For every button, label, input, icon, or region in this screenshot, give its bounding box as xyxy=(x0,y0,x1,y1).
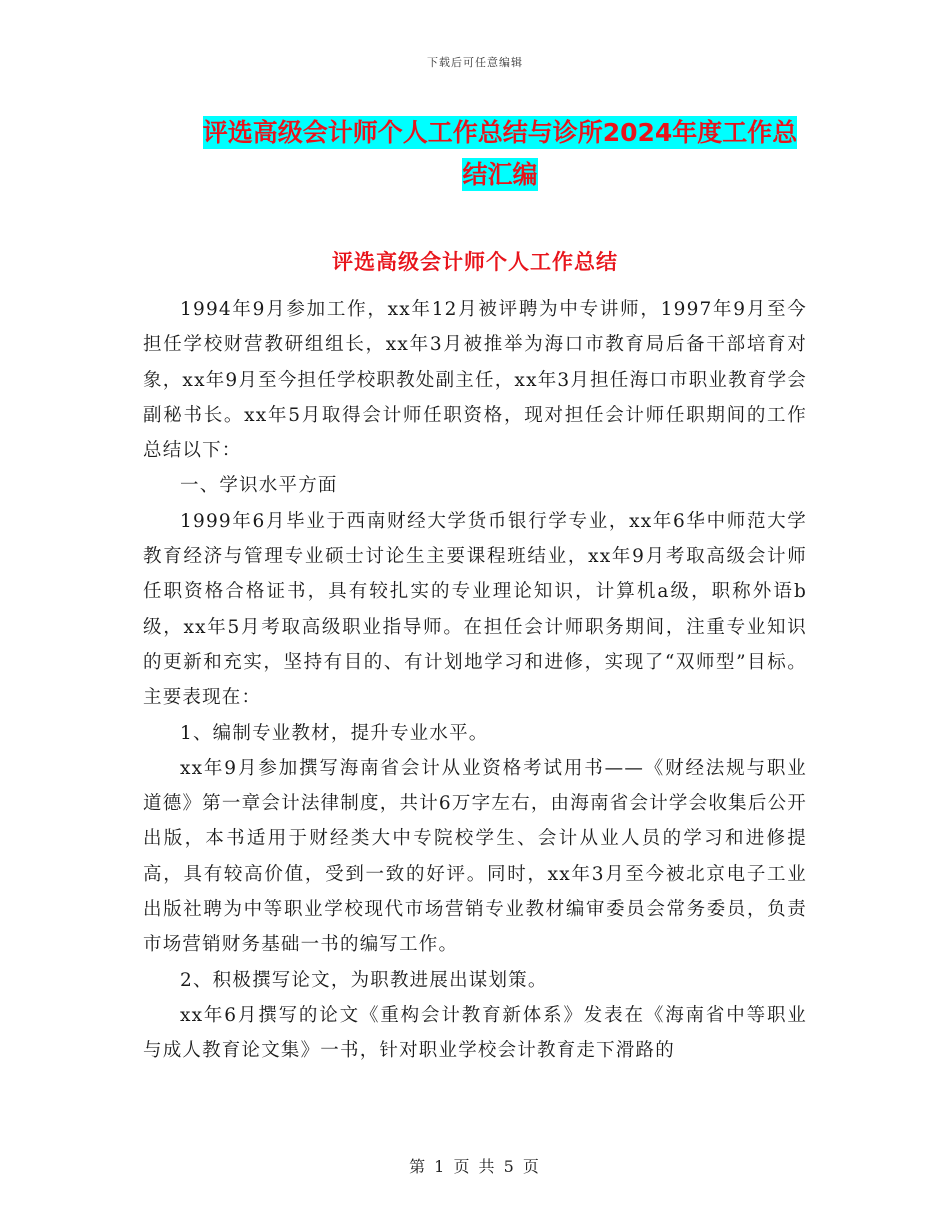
body-paragraph: 1994年9月参加工作，xx年12月被评聘为中专讲师，1997年9月至今担任学校财营教研组组长，xx年3月被推举为海口市教育局后备干部培育对象，xx年9月至今担任学校职教处副主任，xx年3月担任海口市职业教育学会副秘书长。xx年5月取得会计师任职资格，现对担任会计师任职期间的工作总结以下： xyxy=(143,299,807,462)
body-paragraph: 1999年6月毕业于西南财经大学货币银行学专业，xx年6华中师范大学教育经济与管理专业硕士讨论生主要课程班结业，xx年9月考取高级会计师任职资格合格证书，具有较扎实的专业理论知识，计算机a级，职称外语b级，xx年5月考取高级职业指导师。在担任会计师职务期间，注重专业知识的更新和充实，坚持有目的、有计划地学习和进修，实现了“双师型”目标。主要表现在： xyxy=(143,510,807,709)
body-subheading: 1、编制专业教材，提升专业水平。 xyxy=(180,722,489,744)
page-header-note: 下载后可任意编辑 xyxy=(427,56,523,69)
document-body xyxy=(143,292,807,1069)
section-title: 评选高级会计师个人工作总结 xyxy=(332,250,618,274)
page-number-footer: 第 1 页 共 5 页 xyxy=(409,1157,541,1176)
document-title xyxy=(186,112,814,196)
document-title-line-2: 结汇编 xyxy=(462,160,538,189)
body-heading-knowledge: 一、学识水平方面 xyxy=(180,475,338,497)
document-title-line-1: 评选高级会计师个人工作总结与诊所2024年度工作总 xyxy=(202,118,798,147)
body-subheading: 2、积极撰写论文，为职教进展出谋划策。 xyxy=(180,969,548,991)
body-paragraph: xx年6月撰写的论文《重构会计教育新体系》发表在《海南省中等职业与成人教育论文集》一书，针对职业学校会计教育走下滑路的 xyxy=(143,1004,807,1062)
body-paragraph: xx年9月参加撰写海南省会计从业资格考试用书——《财经法规与职业道德》第一章会计法律制度，共计6万字左右，由海南省会计学会收集后公开出版，本书适用于财经类大中专院校学生、会计从业人员的学习和进修提高，具有较高价值，受到一致的好评。同时，xx年3月至今被北京电子工业出版社聘为中等职业学校现代市场营销专业教材编审委员会常务委员，负责市场营销财务基础一书的编写工作。 xyxy=(143,757,807,956)
